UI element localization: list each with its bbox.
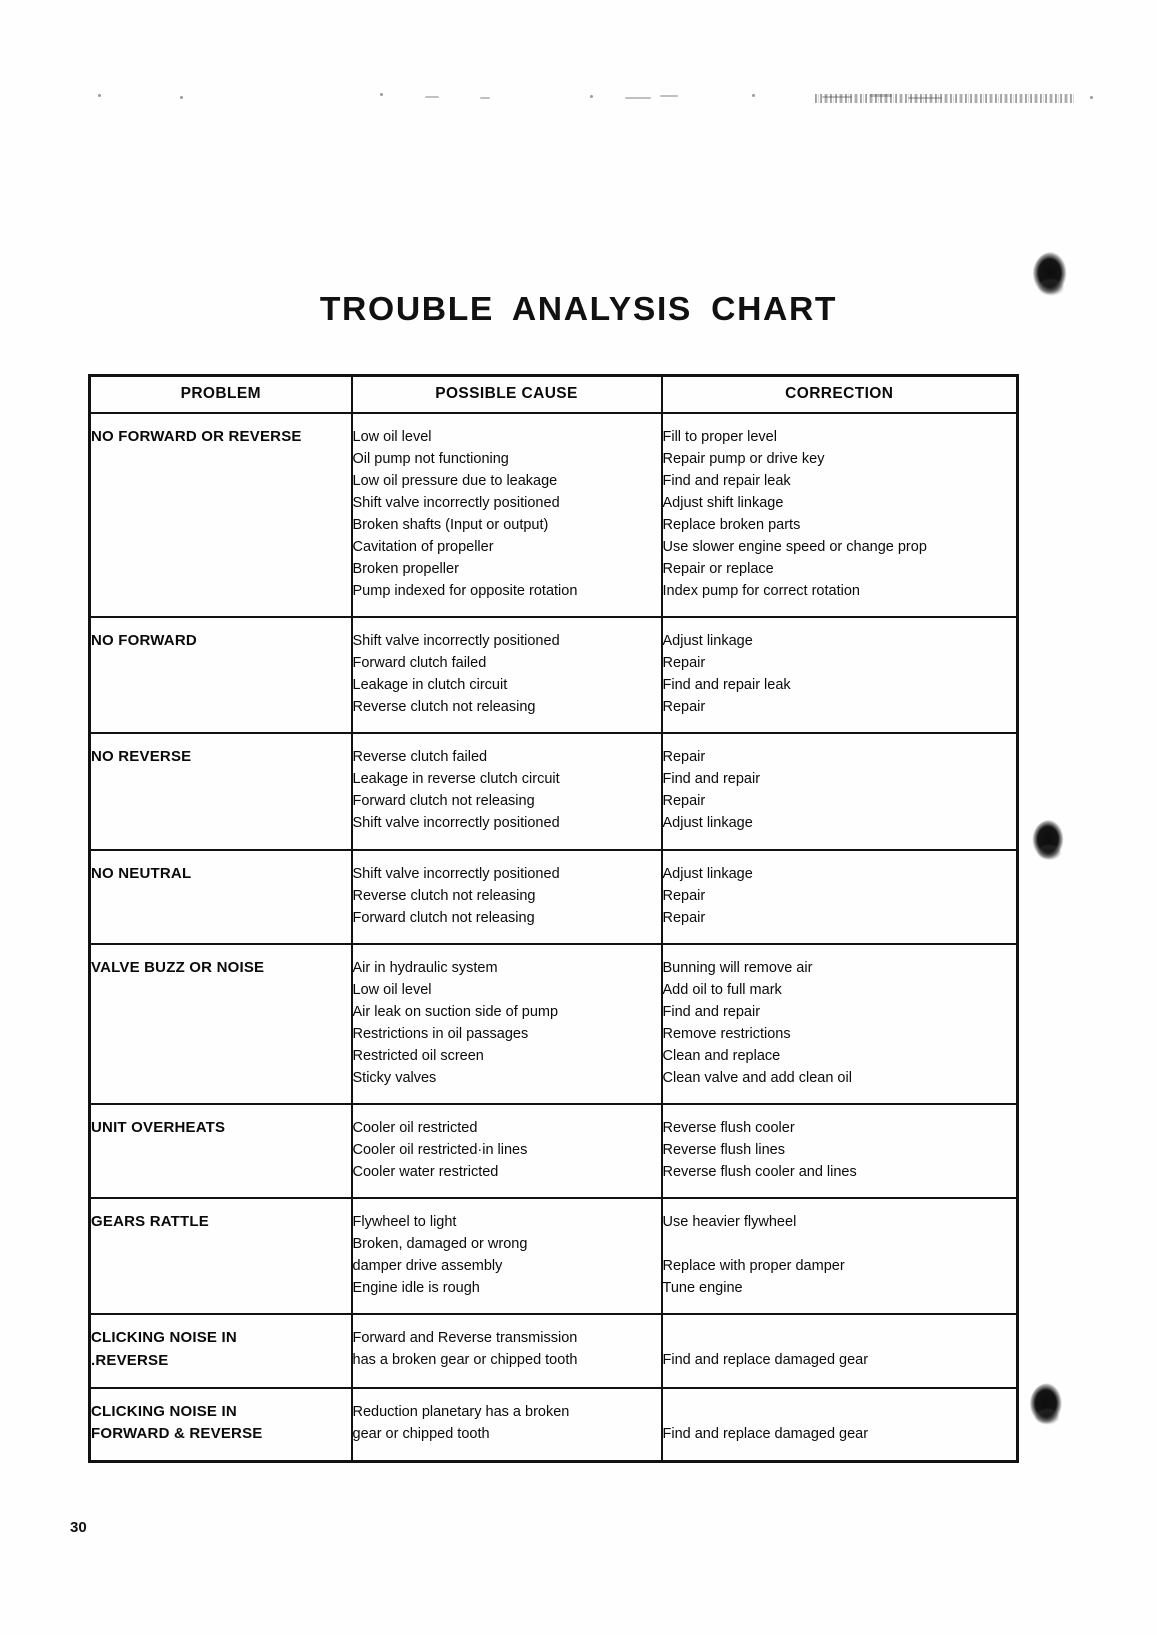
- table-row: [90, 1104, 1018, 1198]
- correction-line: Reverse flush lines: [662, 1141, 785, 1158]
- cause-line: Leakage in reverse clutch circuit: [352, 771, 560, 788]
- cell-possible-cause: [352, 944, 662, 1104]
- scan-artifact-smear: [815, 94, 1075, 103]
- cell-correction: [662, 944, 1018, 1104]
- cause-line: Broken propeller: [352, 561, 459, 578]
- cause-line: Air leak on suction side of pump: [352, 1003, 559, 1020]
- correction-line: Adjust linkage: [662, 865, 753, 882]
- table-row: [90, 1314, 1018, 1388]
- table-row: [90, 1198, 1018, 1314]
- correction-line: Reverse flush cooler: [662, 1119, 795, 1136]
- cell-possible-cause: [352, 1314, 662, 1388]
- correction-line: Replace broken parts: [662, 517, 801, 534]
- correction-line: Reverse flush cooler and lines: [662, 1163, 857, 1180]
- cause-line: Cavitation of propeller: [352, 539, 494, 556]
- correction-line: Adjust linkage: [662, 633, 753, 650]
- correction-line: Find and repair leak: [662, 677, 791, 694]
- cause-line: Low oil pressure due to leakage: [352, 473, 558, 490]
- problem-line: CLICKING NOISE IN: [91, 1402, 237, 1420]
- correction-line: Repair pump or drive key: [662, 451, 825, 468]
- table-row: [90, 733, 1018, 849]
- problem-line: GEARS RATTLE: [91, 1212, 209, 1230]
- cause-line: Cooler oil restricted: [352, 1119, 478, 1136]
- correction-line: Adjust linkage: [662, 815, 753, 832]
- table-row: [90, 617, 1018, 733]
- problem-line: UNIT OVERHEATS: [91, 1118, 226, 1136]
- page-number: 30: [70, 1519, 87, 1536]
- cell-problem: [90, 413, 352, 617]
- cause-line: Shift valve incorrectly positioned: [352, 633, 560, 650]
- correction-line: Remove restrictions: [662, 1025, 791, 1042]
- column-header-cause: POSSIBLE CAUSE: [352, 376, 662, 414]
- correction-line: Use slower engine speed or change prop: [662, 539, 927, 556]
- page-title: TROUBLE ANALYSIS CHART: [319, 290, 838, 327]
- table-header-row: [90, 376, 1018, 414]
- cell-possible-cause: [352, 1198, 662, 1314]
- cell-problem: [90, 1198, 352, 1314]
- cause-line: Engine idle is rough: [352, 1279, 480, 1296]
- cause-line: Forward clutch failed: [352, 655, 487, 672]
- column-header-correction: CORRECTION: [662, 376, 1018, 414]
- cause-line: Oil pump not functioning: [352, 451, 509, 468]
- cause-line: Low oil level: [352, 429, 432, 445]
- cell-possible-cause: [352, 413, 662, 617]
- column-header-problem: PROBLEM: [90, 376, 352, 414]
- correction-line: Use heavier flywheel: [662, 1213, 797, 1230]
- cause-line: Flywheel to light: [352, 1213, 457, 1230]
- correction-line: Repair: [662, 655, 706, 672]
- table-body: [90, 413, 1018, 1462]
- cell-problem: [90, 617, 352, 733]
- cause-line: Reverse clutch not releasing: [352, 699, 536, 716]
- cause-line: Cooler water restricted: [352, 1163, 499, 1180]
- cell-possible-cause: [352, 733, 662, 849]
- correction-line: Tune engine: [662, 1279, 743, 1296]
- cause-line: Air in hydraulic system: [352, 959, 498, 976]
- cause-line: Cooler oil restricted·in lines: [352, 1141, 528, 1158]
- trouble-analysis-table-container: [88, 374, 1016, 1463]
- cause-line: Forward clutch not releasing: [352, 909, 535, 926]
- cell-possible-cause: [352, 1104, 662, 1198]
- problem-line: NO REVERSE: [91, 748, 192, 766]
- table-row: [90, 850, 1018, 944]
- cause-line: Pump indexed for opposite rotation: [352, 583, 578, 600]
- correction-line: Find and repair leak: [662, 473, 791, 490]
- correction-line: Repair: [662, 793, 706, 810]
- cell-correction: [662, 733, 1018, 849]
- correction-line: Find and repair: [662, 1003, 761, 1020]
- cause-line: Forward and Reverse transmission: [352, 1330, 578, 1346]
- cause-line: Broken, damaged or wrong: [352, 1235, 528, 1252]
- cause-line: Reverse clutch not releasing: [352, 887, 536, 904]
- cause-line: has a broken gear or chipped tooth: [352, 1352, 578, 1369]
- problem-line: .REVERSE: [91, 1351, 169, 1369]
- correction-line: Fill to proper level: [662, 429, 777, 445]
- correction-line: Find and repair: [662, 771, 761, 788]
- correction-line: Repair: [662, 749, 706, 766]
- cell-correction: [662, 413, 1018, 617]
- hole-punch-smudge-middle: [1032, 820, 1071, 866]
- cause-line: gear or chipped tooth: [352, 1425, 490, 1442]
- table-row: [90, 1388, 1018, 1462]
- cause-line: Shift valve incorrectly positioned: [352, 815, 560, 832]
- problem-line: NO FORWARD OR REVERSE: [91, 428, 302, 445]
- cell-problem: [90, 1314, 352, 1388]
- cause-line: Restrictions in oil passages: [352, 1025, 529, 1042]
- cause-line: Shift valve incorrectly positioned: [352, 865, 560, 882]
- cause-line: Reduction planetary has a broken: [352, 1403, 570, 1420]
- problem-line: FORWARD & REVERSE: [91, 1425, 263, 1443]
- correction-line: Repair: [662, 887, 706, 904]
- cell-correction: [662, 850, 1018, 944]
- cause-line: Broken shafts (Input or output): [352, 517, 549, 534]
- correction-line: Bunning will remove air: [662, 959, 813, 976]
- cell-correction: [662, 1314, 1018, 1388]
- table-row: [90, 413, 1018, 617]
- correction-line: Find and replace damaged gear: [662, 1425, 869, 1442]
- cell-correction: [662, 617, 1018, 733]
- correction-line: Adjust shift linkage: [662, 495, 784, 512]
- cause-line: damper drive assembly: [352, 1257, 503, 1274]
- problem-line: NO NEUTRAL: [91, 864, 192, 882]
- cell-problem: [90, 1104, 352, 1198]
- cause-line: Sticky valves: [352, 1069, 437, 1086]
- correction-line: Clean and replace: [662, 1047, 781, 1064]
- cell-correction: [662, 1104, 1018, 1198]
- scan-speckle-band: [80, 88, 1097, 110]
- cell-possible-cause: [352, 617, 662, 733]
- correction-line: Index pump for correct rotation: [662, 583, 860, 600]
- hole-punch-smudge-bottom: [1029, 1383, 1069, 1431]
- problem-line: CLICKING NOISE IN: [91, 1329, 237, 1346]
- correction-line: Replace with proper damper: [662, 1257, 845, 1274]
- correction-line: Add oil to full mark: [662, 981, 782, 998]
- problem-line: NO FORWARD: [91, 632, 197, 650]
- cell-problem: [90, 733, 352, 849]
- cause-line: Forward clutch not releasing: [352, 793, 535, 810]
- correction-line: Repair: [662, 909, 706, 926]
- problem-line: VALVE BUZZ OR NOISE: [91, 958, 265, 976]
- correction-line: Find and replace damaged gear: [662, 1352, 869, 1369]
- table-row: [90, 944, 1018, 1104]
- cause-line: Shift valve incorrectly positioned: [352, 495, 560, 512]
- correction-line: Repair or replace: [662, 561, 774, 578]
- cell-correction: [662, 1198, 1018, 1314]
- cell-possible-cause: [352, 1388, 662, 1462]
- cell-possible-cause: [352, 850, 662, 944]
- cause-line: Leakage in clutch circuit: [352, 677, 508, 694]
- trouble-analysis-table: [88, 374, 1019, 1463]
- correction-line: Repair: [662, 699, 706, 716]
- cell-problem: [90, 850, 352, 944]
- cell-problem: [90, 1388, 352, 1462]
- cause-line: Restricted oil screen: [352, 1047, 484, 1064]
- cause-line: Low oil level: [352, 981, 432, 998]
- cause-line: Reverse clutch failed: [352, 749, 488, 766]
- cell-correction: [662, 1388, 1018, 1462]
- correction-line: Clean valve and add clean oil: [662, 1069, 852, 1086]
- cell-problem: [90, 944, 352, 1104]
